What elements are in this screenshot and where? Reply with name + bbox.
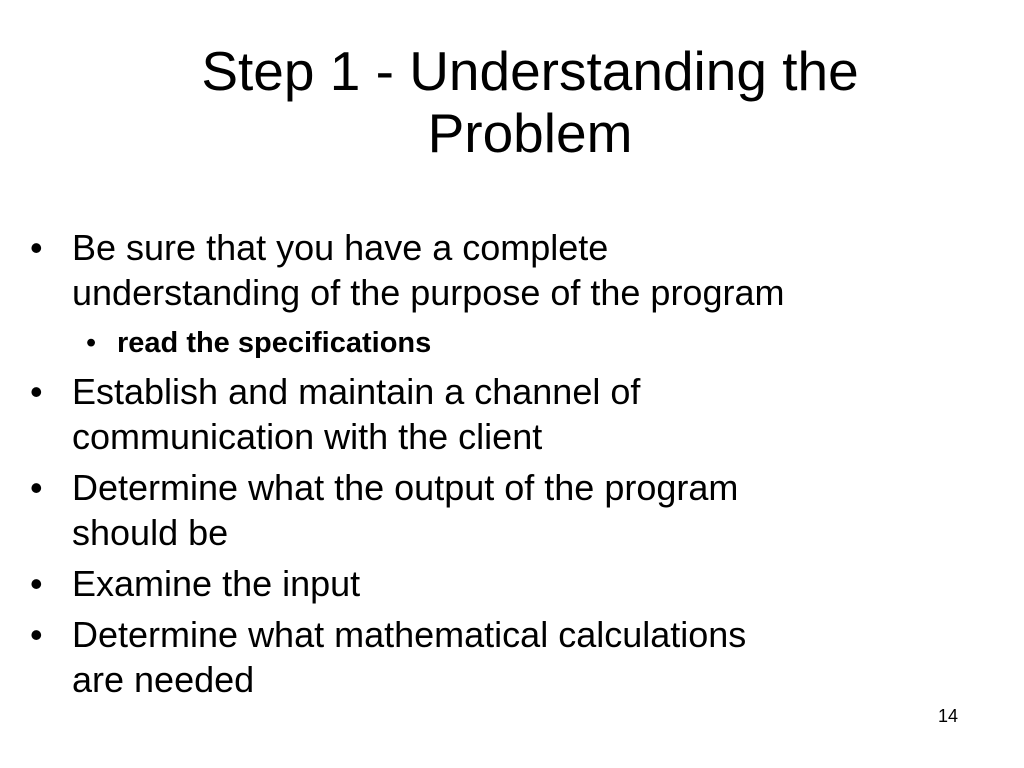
bullet-line: Determine what mathematical calculations bbox=[72, 614, 747, 655]
bullet-text bbox=[72, 369, 990, 459]
bullet-marker: • bbox=[30, 227, 43, 268]
bullet-text bbox=[72, 612, 990, 702]
bullet-item bbox=[30, 369, 990, 459]
bullet-line: should be bbox=[72, 512, 229, 553]
slide-title-line: Problem bbox=[427, 102, 633, 164]
bullet-line: Examine the input bbox=[72, 563, 361, 604]
slide-title-line: Step 1 - Understanding the bbox=[201, 40, 859, 102]
bullet-marker: • bbox=[30, 614, 43, 655]
bullet-item bbox=[30, 465, 990, 555]
bullet-line: Be sure that you have a complete bbox=[72, 227, 609, 268]
bullet-marker: • bbox=[30, 563, 43, 604]
sub-bullet-text: read the specifications bbox=[117, 327, 432, 359]
bullet-text bbox=[72, 225, 990, 315]
page-number: 14 bbox=[938, 706, 959, 726]
bullet-list bbox=[30, 225, 990, 708]
sub-bullet-item bbox=[30, 321, 990, 365]
sub-bullet-marker: • bbox=[86, 327, 97, 359]
bullet-line: communication with the client bbox=[72, 416, 543, 457]
bullet-item bbox=[30, 225, 990, 315]
bullet-marker: • bbox=[30, 371, 43, 412]
bullet-line: are needed bbox=[72, 659, 255, 700]
bullet-line: understanding of the purpose of the program bbox=[72, 272, 785, 313]
slide-title bbox=[100, 40, 960, 164]
bullet-line: Determine what the output of the program bbox=[72, 467, 739, 508]
bullet-text bbox=[72, 561, 990, 606]
bullet-text bbox=[72, 465, 990, 555]
bullet-item bbox=[30, 561, 990, 606]
bullet-marker: • bbox=[30, 467, 43, 508]
bullet-item bbox=[30, 612, 990, 702]
bullet-line: Establish and maintain a channel of bbox=[72, 371, 641, 412]
